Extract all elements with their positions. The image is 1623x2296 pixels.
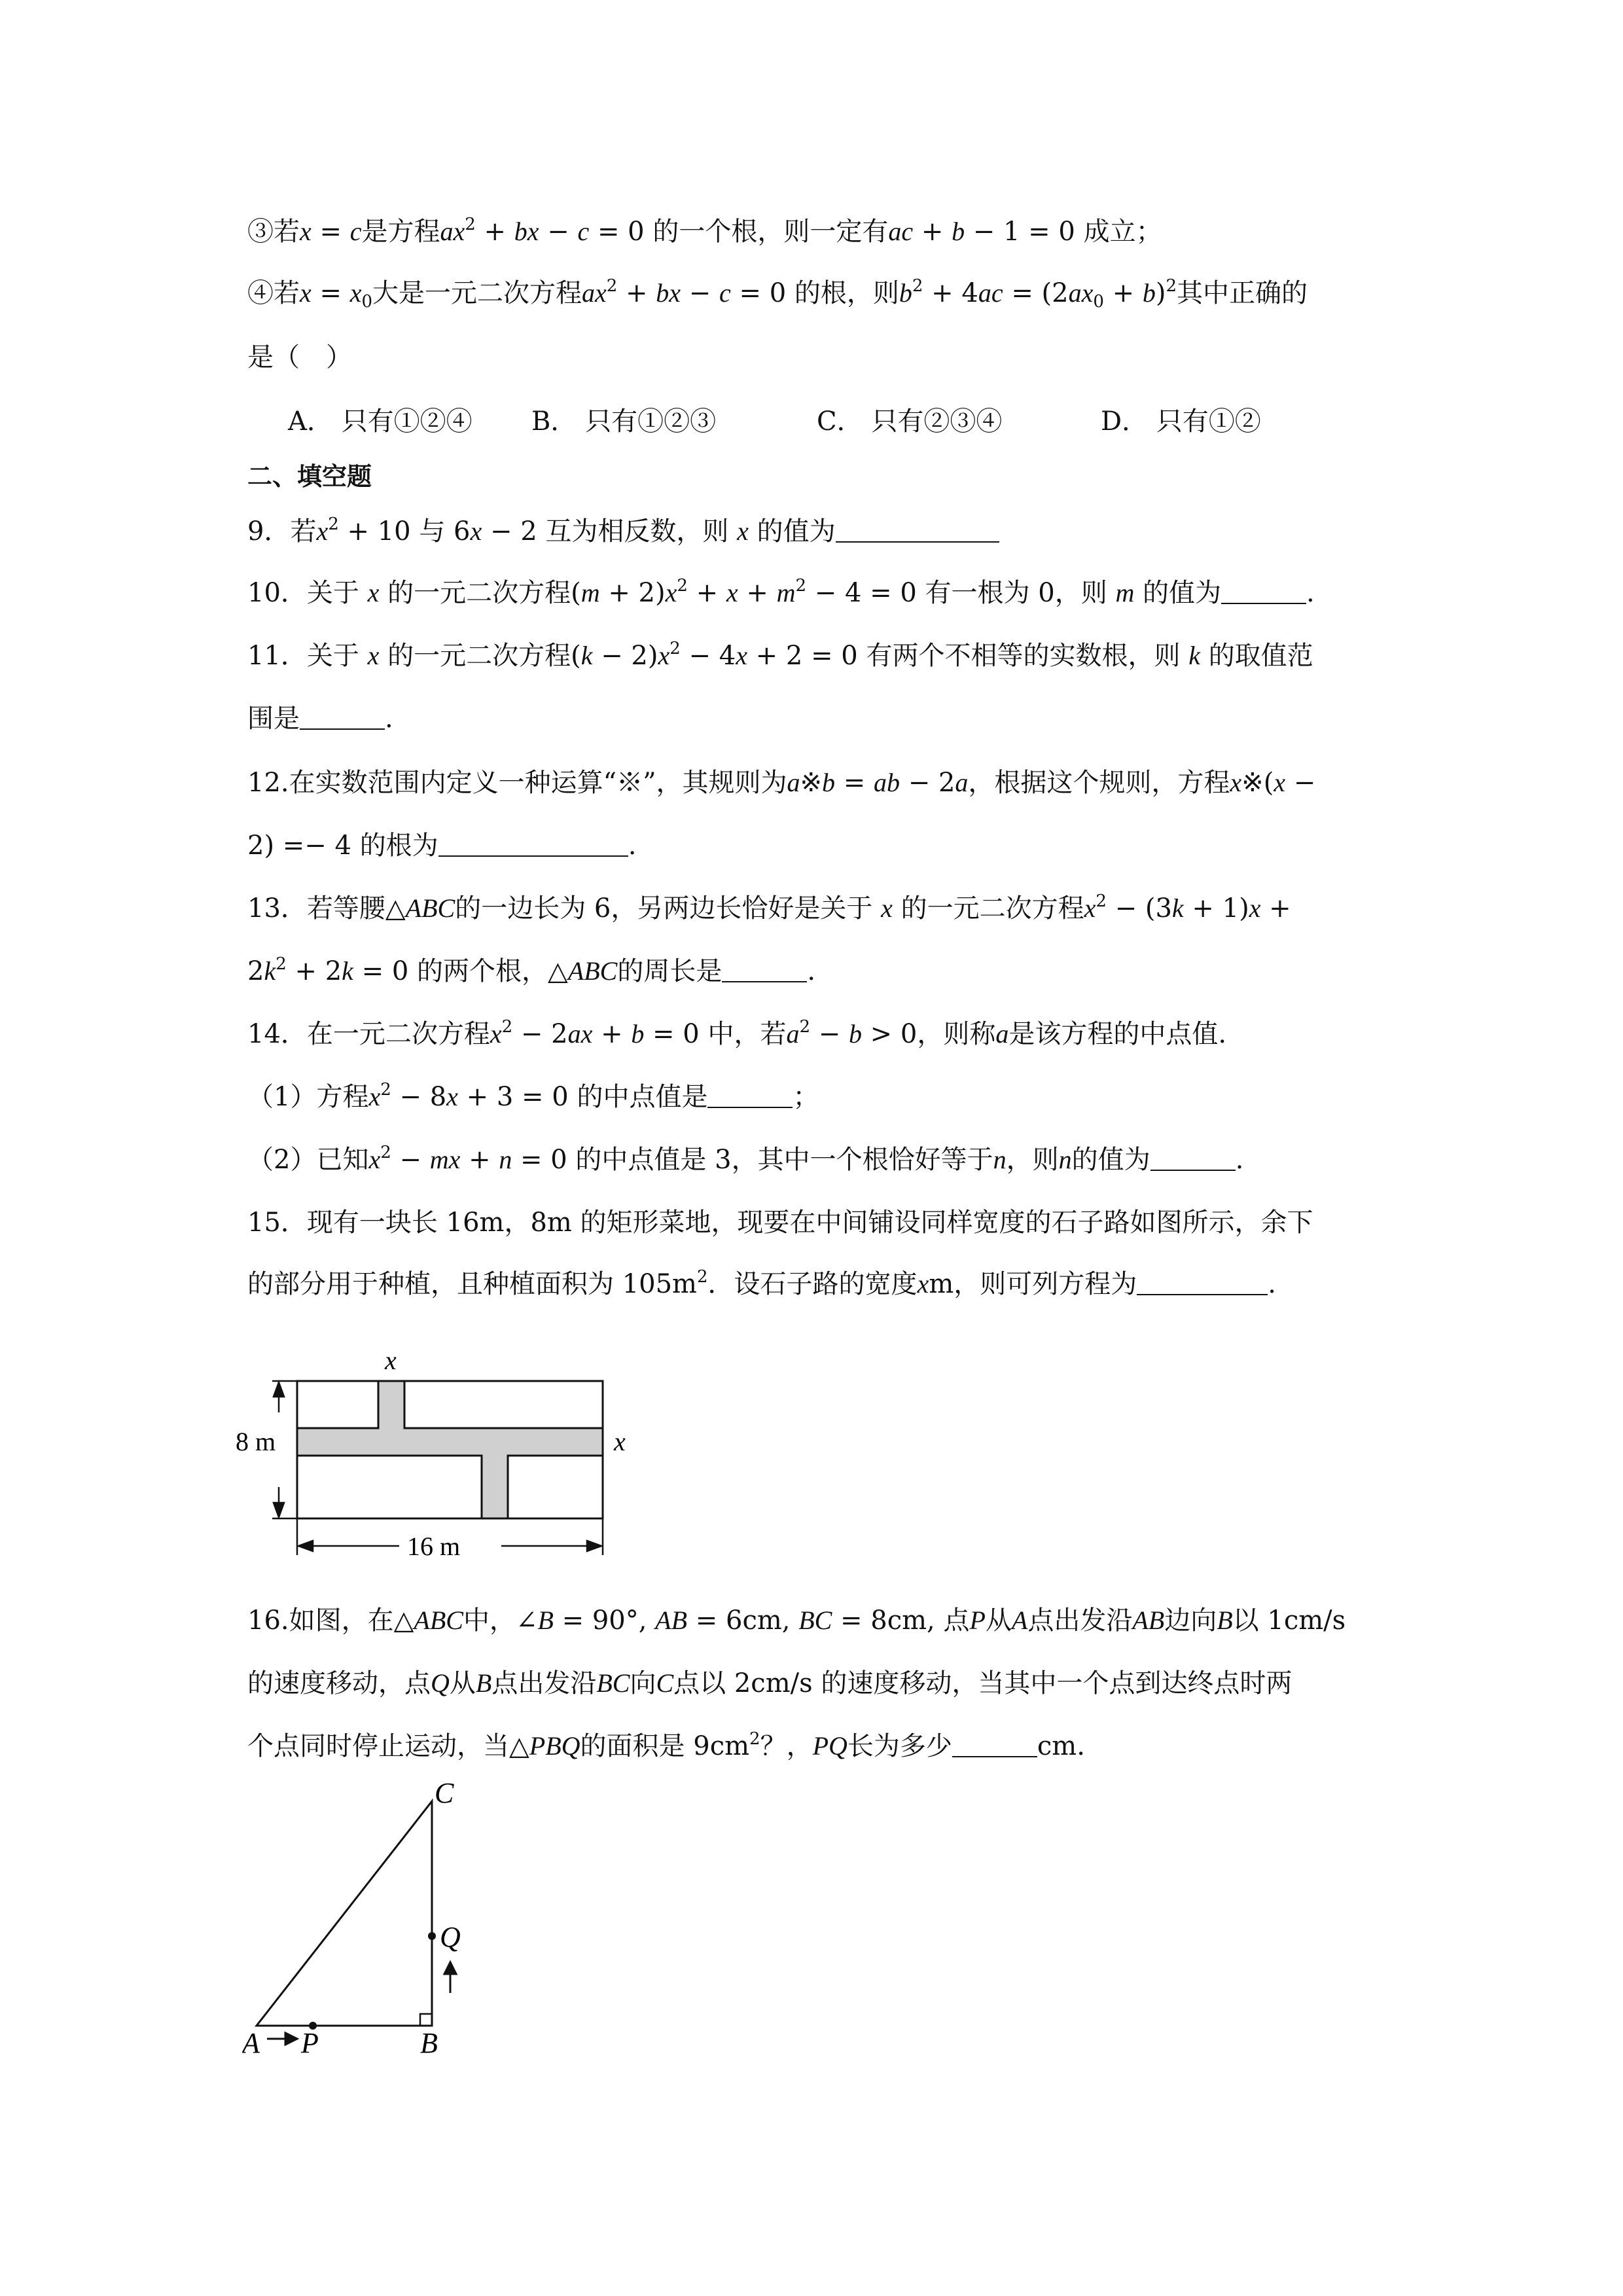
arrow-up-icon [444, 1962, 456, 1974]
question-16-continued-2: 个点同时停止运动，当△PBQ的面积是 $9cm^2$？，PQ长为多少 cm. [247, 1729, 1085, 1761]
label-b: B [420, 2027, 438, 2059]
answer-blank[interactable] [438, 829, 628, 857]
question-11: 11．关于 x 的一元二次方程$(k - 2)x^2 - 4x + 2 = 0$ 有两个不相等的实数根，则 k 的取值范 [247, 639, 1313, 671]
statement-3: ③若x = c是方程$ax^2$ + bx − c = 0 的一个根，则一定有ac + b − 1 = 0 成立； [247, 215, 1162, 247]
arrow-right-icon [285, 2033, 297, 2045]
statement-4-continued: 是（ ） [247, 342, 352, 372]
answer-blank[interactable] [1150, 1143, 1236, 1171]
question-14: 14．在一元二次方程$x^2 - 2ax + b = 0$ 中，若$a^2 - b > 0$，则称a是该方程的中点值. [247, 1017, 1227, 1049]
label-q: Q [440, 1921, 461, 1953]
option-a: A． 只有①②④ [288, 406, 473, 437]
question-15-continued: 的部分用于种植，且种植面积为 $105m^2$．设石子路的宽度xm，则可列方程为 . [247, 1267, 1276, 1299]
option-b: B． 只有①②③ [531, 406, 717, 437]
label-c: C [435, 1777, 454, 1809]
answer-blank[interactable] [722, 955, 807, 982]
label-a: A [242, 2027, 260, 2059]
answer-blank[interactable] [1137, 1268, 1268, 1295]
answer-blank[interactable] [300, 702, 385, 730]
label-x-right: x [614, 1427, 626, 1456]
vertical-stone-path-top [378, 1381, 404, 1428]
right-angle-mark [420, 2014, 432, 2026]
question-16-continued-1: 的速度移动，点Q从B点出发沿BC向C点以 2cm/s 的速度移动，当其中一个点到达终点时两 [247, 1668, 1293, 1698]
option-c: C． 只有②③④ [817, 406, 1003, 437]
question-9: 9．若$x^2 + 10$ 与 6x − 2 互为相反数，则 x 的值为 [247, 513, 999, 550]
triangle-figure [242, 1774, 491, 2062]
vertical-stone-path-bottom [482, 1456, 508, 1518]
label-width: 16 m [407, 1532, 461, 1561]
question-12-continued: 2) =− 4 的根为 . [247, 831, 637, 861]
question-12: 12.在实数范围内定义一种运算“※”，其规则为a※b = ab − 2a，根据这个规则，方程x※(x − [247, 768, 1316, 798]
question-13: 13．若等腰△ABC的一边长为 6，另两边长恰好是关于 x 的一元二次方程$x^2 - (3k + 1)x$ + [247, 891, 1291, 924]
question-16: 16.如图，在△ABC中，∠B = 90°, AB = 6cm, BC = 8cm, 点P从A点出发沿AB边向B以 1cm/s [247, 1605, 1346, 1636]
question-10: 10．关于 x 的一元二次方程$(m + 2)x^2 + x + m^2 - 4 = 0$ 有一根为 0，则 m 的值为 . [247, 576, 1315, 608]
horizontal-stone-path [297, 1428, 603, 1456]
label-p: P [301, 2027, 319, 2059]
question-14-part-1: （1）方程$x^2 - 8x + 3 = 0$ 的中点值是 ； [247, 1080, 819, 1112]
answer-blank[interactable] [1221, 577, 1306, 604]
statement-4: ④若$x = x_0$大是一元二次方程$ax^2$ + bx − c = 0 的根，则$b^2 + 4ac = (2ax_0 + b)^2$其中正确的 [247, 276, 1308, 312]
question-15: 15．现有一块长 16m，8m 的矩形菜地，现要在中间铺设同样宽度的石子路如图所示，余下 [247, 1208, 1313, 1238]
section-title: 二、填空题 [247, 462, 372, 491]
answer-blank[interactable] [836, 515, 999, 543]
label-x-top: x [385, 1346, 397, 1375]
question-11-continued: 围是 . [247, 704, 393, 734]
point-q [428, 1932, 436, 1940]
option-d: D． 只有①② [1101, 406, 1261, 437]
garden-path-figure [236, 1335, 681, 1571]
question-13-continued: $2k^2 + 2k = 0$ 的两个根，△ABC的周长是 . [247, 954, 816, 986]
triangle-abc [257, 1801, 432, 2026]
question-14-part-2: （2）已知$x^2$ − mx + n = 0 的中点值是 3，其中一个根恰好等于n，则n的值为 . [247, 1143, 1244, 1175]
label-height: 8 m [236, 1427, 276, 1456]
answer-blank[interactable] [952, 1730, 1037, 1757]
answer-blank[interactable] [707, 1081, 793, 1108]
